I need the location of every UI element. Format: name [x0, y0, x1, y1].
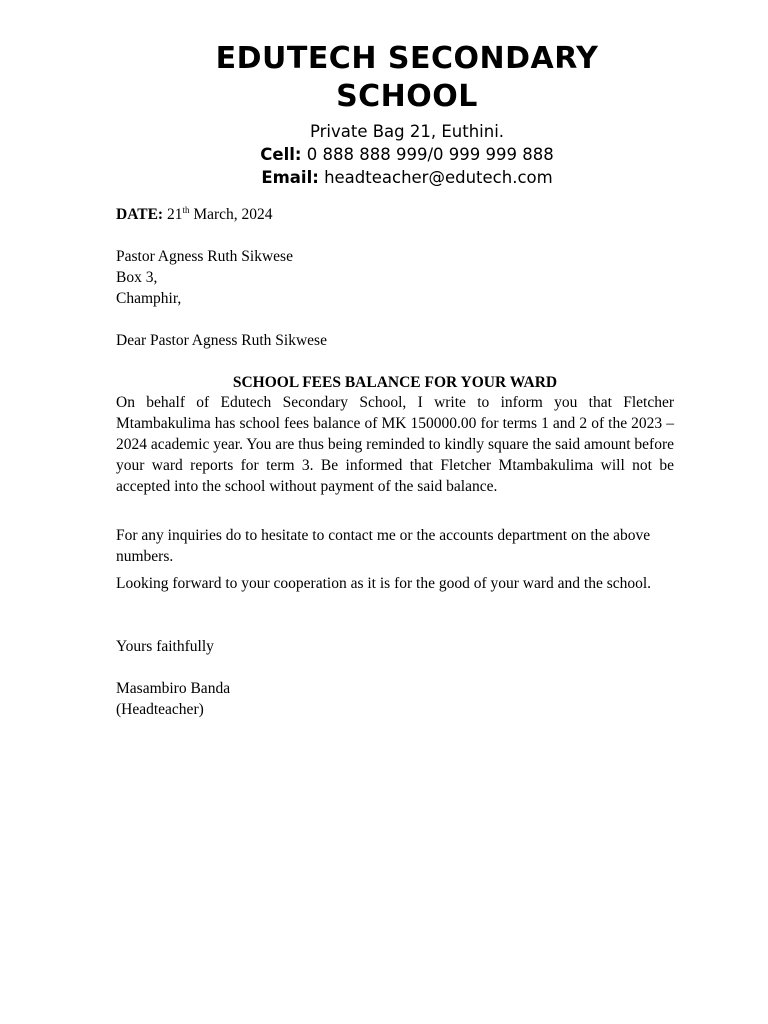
recipient-address [116, 246, 674, 309]
date-line [116, 204, 674, 225]
email-label: Email: [261, 168, 319, 187]
recipient-town: Champhir, [116, 290, 182, 307]
closing: Yours faithfully [116, 638, 214, 655]
body-paragraph: Looking forward to your cooperation as it is for the good of your ward and the school. [116, 575, 652, 592]
signatory-title: (Headteacher) [116, 701, 204, 718]
body-paragraph: For any inquiries do to hesitate to contact me or the accounts department on the above numbers. [116, 527, 651, 565]
letterhead [116, 40, 698, 189]
salutation: Dear Pastor Agness Ruth Sikwese [116, 332, 327, 349]
cell-value: 0 888 888 999/0 999 999 888 [301, 145, 554, 164]
date-day: 21 [163, 206, 183, 223]
signature-block [116, 678, 674, 720]
recipient-box: Box 3, [116, 269, 158, 286]
cell-line [116, 143, 698, 166]
school-address: Private Bag 21, Euthini. [309, 122, 505, 141]
date-rest: March, 2024 [189, 206, 273, 223]
email-value: headteacher@edutech.com [318, 168, 553, 187]
letter-page [116, 0, 674, 1024]
recipient-name: Pastor Agness Ruth Sikwese [116, 248, 293, 265]
date-label: DATE: [116, 206, 164, 223]
date-suffix: th [182, 205, 190, 215]
email-line [116, 166, 698, 189]
letter-subject: SCHOOL FEES BALANCE FOR YOUR WARD [232, 374, 558, 391]
school-name: EDUTECH SECONDARY SCHOOL [215, 41, 599, 114]
cell-label: Cell: [260, 145, 302, 164]
body-paragraph: On behalf of Edutech Secondary School, I write to inform you that Fletcher Mtambakulima has school fees balance of MK 150000.00 for terms 1 and 2 of the 2023 – 2024 academic year. You are thus being reminded to kindly square the said amount before your ward reports for term 3. Be informed that Fletcher Mtambakulima will not be accepted into the school without payment of the said balance. [116, 394, 674, 495]
signatory-name: Masambiro Banda [116, 680, 231, 697]
